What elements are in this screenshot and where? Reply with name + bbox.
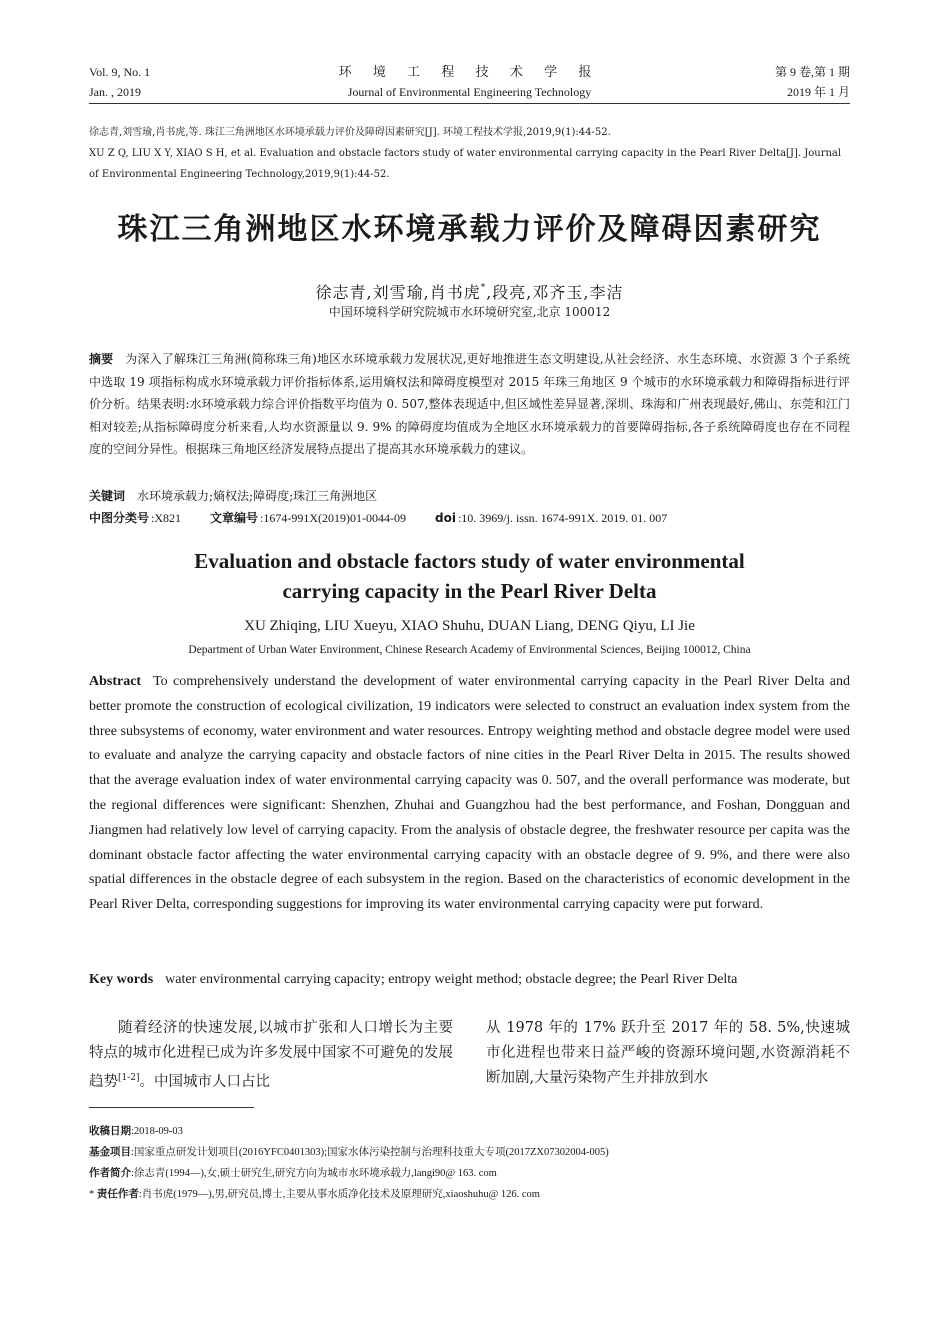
- affiliation-en: Department of Urban Water Environment, Chinese Research Academy of Environmental Sciences, Beijing 100012, China: [188, 644, 751, 656]
- received-value: :2018-09-03: [131, 1126, 183, 1137]
- article-number: [210, 511, 406, 525]
- header-divider: [89, 103, 850, 104]
- body-left-text: 随着经济的快速发展,以城市扩张和人口增长为主要特点的城市化进程已成为许多发展中国家不可避免的发展趋势: [89, 1020, 453, 1090]
- abstract-en-label: Abstract: [89, 674, 142, 689]
- footnote-author-bio: [89, 1163, 850, 1184]
- authors-cn-rest: ,段亮,邓齐玉,李洁: [486, 283, 624, 302]
- author-bio-label: 作者简介: [89, 1167, 131, 1179]
- header-volume-cn: 第 9 卷,第 1 期: [774, 65, 850, 79]
- header-journal-cn: 环 境 工 程 技 术 学 报: [338, 64, 601, 79]
- header-journal-name: [89, 62, 850, 102]
- citation-cn: 徐志青,刘雪瑜,肖书虎,等. 珠江三角洲地区水环境承载力评价及障碍因素研究[J]. 环境工程技术学报,2019,9(1):44-52.: [89, 127, 611, 138]
- abstract-cn-text: 为深入了解珠江三角洲(简称珠三角)地区水环境承载力发展状况,更好地推进生态文明建设,从社会经济、水生态环境、水资源 3 个子系统中选取 19 项指标构成水环境承载力评价指标体系,运用熵权法和障碍度模型对 2015 年珠三角地区 9 个城市的水环境承载力和障碍指标进行评价分析。结果表明:水环境承载力综合评价指数平均值为 0. 507,整体表现适中,但区域性差异显著,深圳、珠海和广州表现最好,佛山、东莞和江门相对较差;从指标障碍度分析来看,人均水资源量以 9. 9% 的障碍度均值成为全地区水环境承载力的首要障碍指标,各子系统障碍度也存在不同程度的空间分异性。根据珠三角地区经济发展特点提出了提高其水环境承载力的建议。: [89, 352, 850, 456]
- abstract-cn: [89, 348, 850, 461]
- clc-number: [89, 511, 181, 525]
- fund-label: 基金项目: [89, 1146, 131, 1158]
- fund-value: :国家重点研发计划项目(2016YFC0401303);国家水体污染控制与治理科技重大专项(2017ZX07302004-005): [131, 1147, 609, 1158]
- received-label: 收稿日期: [89, 1125, 131, 1137]
- keywords-en-text: water environmental carrying capacity; entropy weight method; obstacle degree; the Pearl River Delta: [165, 972, 738, 987]
- citation-reference: [1-2]: [118, 1073, 140, 1083]
- abstract-cn-label: 摘要: [89, 352, 114, 366]
- header-volume: Vol. 9, No. 1: [89, 65, 151, 79]
- author-bio-value: :徐志青(1994—),女,硕士研究生,研究方向为城市水环境承载力,langi90@ 163. com: [131, 1168, 497, 1179]
- citation-block: [89, 122, 850, 185]
- footnote-divider: [89, 1107, 254, 1108]
- doi-value: :10. 3969/j. issn. 1674-991X. 2019. 01. 007: [457, 511, 668, 525]
- author-list-en: XU Zhiqing, LIU Xueyu, XIAO Shuhu, DUAN Liang, DENG Qiyu, LI Jie: [244, 618, 695, 634]
- body-column-right: 从 1978 年的 17% 跃升至 2017 年的 58. 5%,快速城市化进程也带来日益严峻的资源环境问题,水资源消耗不断加剧,大量污染物产生并排放到水: [486, 1020, 850, 1086]
- clc-value: :X821: [151, 511, 182, 525]
- footnote-received: [89, 1121, 850, 1142]
- affiliation-cn: 中国环境科学研究院城市水环境研究室,北京 100012: [328, 305, 611, 319]
- running-header: [89, 62, 850, 102]
- article-number-value: :1674-991X(2019)01-0044-09: [260, 511, 407, 525]
- footnote-corresponding: [89, 1184, 850, 1205]
- classification-line: [89, 507, 850, 529]
- keywords-cn-text: 水环境承载力;熵权法;障碍度;珠江三角洲地区: [137, 489, 378, 503]
- header-date: Jan. , 2019: [89, 85, 141, 99]
- paper-title-en-line2: carrying capacity in the Pearl River Delta: [282, 579, 657, 603]
- keywords-en: [89, 968, 850, 992]
- header-date-cn: 2019 年 1 月: [786, 85, 850, 99]
- doi: [435, 511, 667, 525]
- body-column-left: [89, 1016, 453, 1095]
- authors-cn-first: 徐志青,刘雪瑜,肖书虎: [315, 283, 481, 302]
- article-number-label: 文章编号: [210, 511, 259, 525]
- keywords-cn-label: 关键词: [89, 489, 126, 503]
- header-volume-info-cn: [775, 62, 850, 102]
- abstract-en-text: To comprehensively understand the development of water environmental carrying capacity in the Pearl River Delta and better promote the construction of ecological civilization, 19 indicators were selected to construct an evaluation index system from the three subsystems of economy, water environment and water resources. Entropy weighting method and obstacle degree model were used to evaluate and analyze the carrying capacity and obstacle factors of nine cities in the Pearl River Delta in 2015. The results showed that the average evaluation index of water environmental carrying capacity was 0. 507, and the overall performance was moderate, but the regional differences were significant: Shenzhen, Zhuhai and Guangzhou had the best performance, and Foshan, Dongguan and Jiangmen had relatively low level of carrying capacity. From the analysis of obstacle degree, the freshwater resource per capita was the dominant obstacle factor affecting the water environmental carrying capacity with an obstacle degree of 9. 9%, and there were also spatial differences in the obstacle degree of each subsystem in the region. Based on the characteristics of economic development in the Pearl River Delta, corresponding suggestions for improving its water environmental carrying capacity were put forward.: [89, 674, 850, 913]
- footnote-fund: [89, 1142, 850, 1163]
- paper-title-en-line1: Evaluation and obstacle factors study of water environmental: [194, 549, 745, 573]
- corresponding-mark: *: [89, 1189, 95, 1200]
- clc-label: 中图分类号: [89, 511, 150, 525]
- corresponding-author-mark: *: [480, 283, 487, 293]
- keywords-cn: [89, 485, 850, 507]
- paper-title-en: [0, 546, 939, 606]
- corresponding-label: 责任作者: [96, 1188, 139, 1200]
- body-left-tail: 。中国城市人口占比: [139, 1074, 271, 1090]
- header-journal-en: Journal of Environmental Engineering Technology: [347, 85, 592, 99]
- keywords-en-label: Key words: [89, 972, 154, 987]
- paper-title-cn: 珠江三角洲地区水环境承载力评价及障碍因素研究: [117, 212, 822, 247]
- doi-label: doi: [435, 511, 456, 525]
- citation-en: XU Z Q, LIU X Y, XIAO S H, et al. Evaluation and obstacle factors study of water environmental carrying capacity in the Pearl River Delta[J]. Journal of Environmental Engineering Technology,2019,9(1):44-52.: [89, 148, 842, 180]
- abstract-en: [89, 670, 850, 918]
- corresponding-value: :肖书虎(1979—),男,研究员,博士,主要从事水质净化技术及原理研究,xiaoshuhu@ 126. com: [138, 1189, 540, 1200]
